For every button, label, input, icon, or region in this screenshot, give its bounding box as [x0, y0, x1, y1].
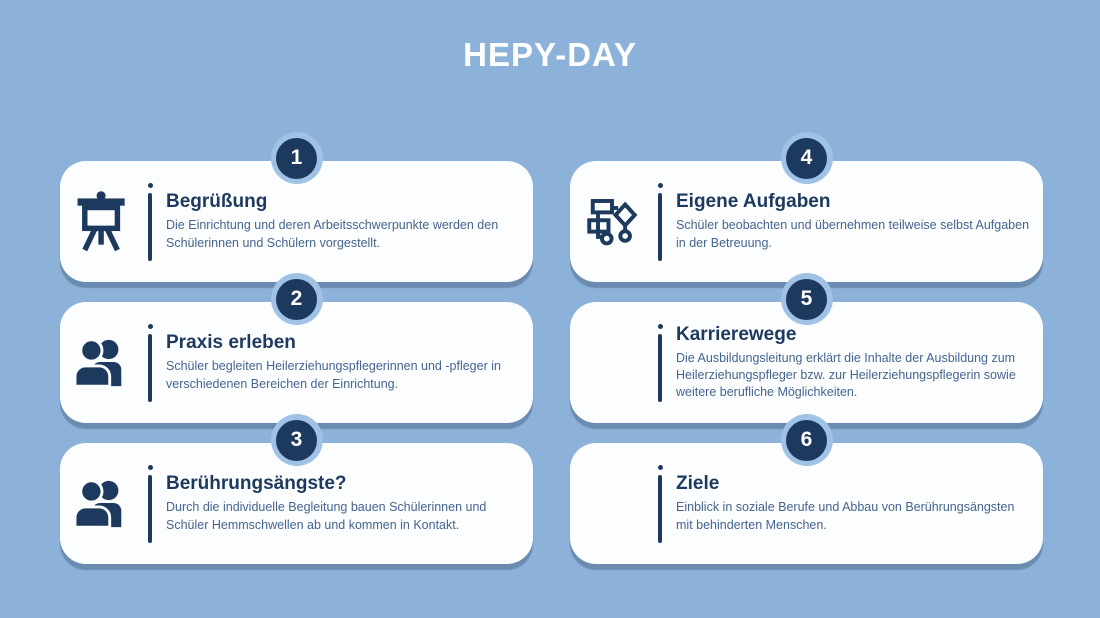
- card-eigene-aufgaben: [570, 146, 1043, 282]
- step-badge-halo: [781, 414, 833, 466]
- flowchart-icon: [584, 193, 640, 251]
- text-area: [676, 473, 1033, 534]
- card-title: Berührungsängste?: [166, 473, 347, 495]
- step-badge-halo: [781, 132, 833, 184]
- card-title: Eigene Aufgaben: [676, 191, 831, 213]
- card-description: Schüler beobachten und übernehmen teilweise selbst Aufgaben in der Betreuung.: [676, 218, 1030, 250]
- text-area: [676, 324, 1033, 402]
- card-title: Ziele: [676, 473, 720, 495]
- step-badge-halo: [781, 273, 833, 325]
- card-description: Die Ausbildungsleitung erklärt die Inhalte der Ausbildung zum Heilerziehungspfleger bzw. zur Heilerziehungspflegerin sowie weitere berufliche Möglichkeiten.: [676, 350, 1016, 400]
- icon-area: [60, 336, 144, 390]
- cards-grid: [60, 146, 1043, 564]
- step-number-badge: 5: [786, 279, 827, 320]
- card-description: Einblick in soziale Berufe und Abbau von Berührungsängsten mit behinderten Menschen.: [676, 500, 1015, 532]
- icon-area: [60, 477, 144, 531]
- text-area: [676, 191, 1033, 252]
- divider: [144, 324, 156, 402]
- card-title: Karrierewege: [676, 323, 797, 345]
- divider: [654, 465, 666, 543]
- people-icon: [71, 477, 133, 531]
- step-number-badge: 2: [276, 279, 317, 320]
- card-beruehrungsaengste: [60, 428, 533, 564]
- step-number-badge: 6: [786, 420, 827, 461]
- text-area: [166, 332, 523, 393]
- divider: [654, 183, 666, 261]
- icon-area: [570, 193, 654, 251]
- card-karrierewege: [570, 287, 1043, 423]
- divider: [144, 465, 156, 543]
- card-begruessung: [60, 146, 533, 282]
- presentation-board-icon: [73, 191, 131, 253]
- step-badge-halo: [271, 414, 323, 466]
- divider: [654, 324, 666, 402]
- step-badge-halo: [271, 273, 323, 325]
- card-praxis-erleben: [60, 287, 533, 423]
- card-title: Begrüßung: [166, 191, 268, 213]
- card-ziele: [570, 428, 1043, 564]
- step-number-badge: 1: [276, 138, 317, 179]
- people-icon: [71, 336, 133, 390]
- step-number-badge: 3: [276, 420, 317, 461]
- card-description: Durch die individuelle Begleitung bauen Schülerinnen und Schüler Hemmschwellen ab und kommen in Kontakt.: [166, 500, 487, 532]
- icon-area: [60, 191, 144, 253]
- card-description: Die Einrichtung und deren Arbeitsschwerpunkte werden den Schülerinnen und Schülern vorgestellt.: [166, 218, 499, 250]
- text-area: [166, 473, 523, 534]
- divider: [144, 183, 156, 261]
- card-title: Praxis erleben: [166, 332, 296, 354]
- page-title: HEPY-DAY: [463, 36, 637, 73]
- text-area: [166, 191, 523, 252]
- card-description: Schüler begleiten Heilerziehungspflegerinnen und -pfleger in verschiedenen Bereichen der Einrichtung.: [166, 359, 501, 391]
- step-badge-halo: [271, 132, 323, 184]
- step-number-badge: 4: [786, 138, 827, 179]
